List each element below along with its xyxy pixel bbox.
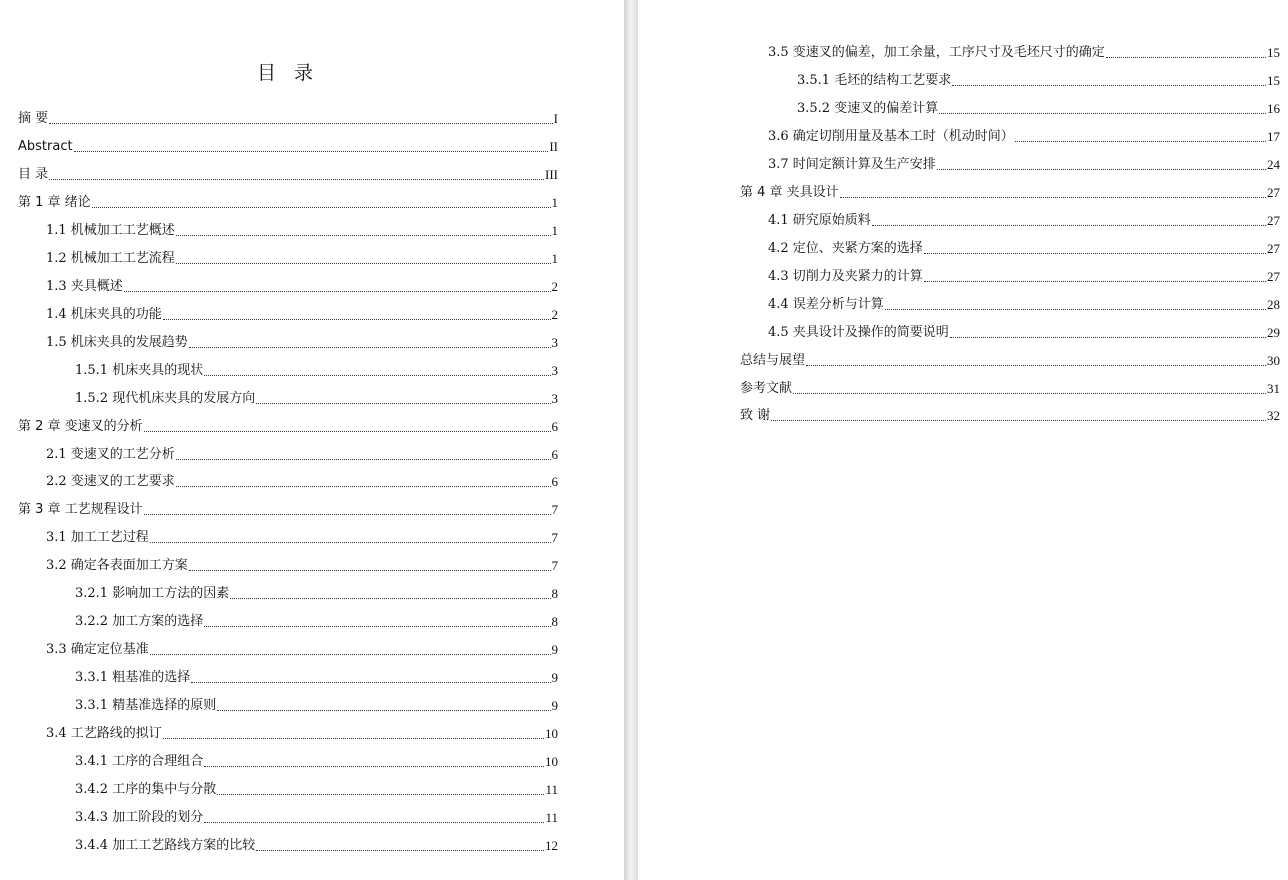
toc-entry-page: III: [545, 166, 558, 182]
toc-entry-label: 1.1 机械加工工艺概述: [46, 222, 175, 238]
toc-leader-dots: [1015, 140, 1266, 142]
toc-entry-label: 第 3 章 工艺规程设计: [18, 502, 143, 518]
toc-entry-label: 4.4 误差分析与计算: [768, 296, 884, 312]
toc-entry-label: 1.3 夹具概述: [46, 278, 123, 294]
toc-entry-label: 3.1 加工工艺过程: [46, 530, 149, 546]
toc-entry-label: 3.2.1 影响加工方法的因素: [75, 586, 230, 602]
toc-entry[interactable]: [740, 156, 1280, 174]
toc-leader-dots: [256, 849, 544, 851]
toc-leader-dots: [217, 709, 550, 711]
toc-leader-dots: [163, 737, 544, 739]
toc-entry-page: 2: [551, 278, 558, 294]
toc-leader-dots: [163, 318, 551, 320]
toc-entry-page: 24: [1267, 156, 1280, 172]
toc-entry-label: 参考文献: [740, 380, 793, 396]
toc-title: 目 录: [256, 62, 320, 84]
toc-leader-dots: [189, 569, 551, 571]
toc-entry-page: 7: [551, 530, 558, 546]
toc-entry-page: 1: [551, 194, 558, 210]
toc-entry-label: 3.5.2 变速叉的偏差计算: [797, 100, 939, 116]
toc-entry-page: 27: [1267, 268, 1280, 284]
toc-entry[interactable]: [740, 407, 1280, 425]
toc-entry-label: 3.2 确定各表面加工方案: [46, 558, 188, 574]
page-gutter: [624, 0, 638, 880]
toc-entry-label: 3.5.1 毛坯的结构工艺要求: [797, 72, 952, 88]
toc-entry[interactable]: [18, 362, 558, 380]
toc-entry-page: 9: [551, 670, 558, 686]
toc-entry[interactable]: [740, 240, 1280, 258]
toc-entry-label: 3.4.1 工序的合理组合: [75, 754, 204, 770]
toc-entry[interactable]: [18, 306, 558, 324]
toc-entry[interactable]: [18, 222, 558, 240]
toc-entry-page: 2: [551, 306, 558, 322]
toc-entry-page: 8: [551, 614, 558, 630]
left-page: [0, 0, 624, 880]
toc-leader-dots: [950, 336, 1266, 338]
toc-entry-page: 27: [1267, 240, 1280, 256]
toc-leader-dots: [150, 541, 551, 543]
toc-leader-dots: [176, 458, 551, 460]
toc-entry-page: 11: [545, 782, 558, 798]
toc-leader-dots: [939, 112, 1266, 114]
toc-entry[interactable]: [18, 669, 558, 687]
toc-entry[interactable]: [18, 725, 558, 743]
toc-leader-dots: [144, 430, 551, 432]
toc-entry-page: 6: [551, 474, 558, 490]
toc-entry-page: 31: [1267, 380, 1280, 396]
toc-entry-label: 1.2 机械加工工艺流程: [46, 250, 175, 266]
toc-entry-label: 1.4 机床夹具的功能: [46, 306, 162, 322]
toc-entry-page: 27: [1267, 212, 1280, 228]
toc-leader-dots: [176, 485, 551, 487]
toc-entry-page: 1: [551, 222, 558, 238]
toc-entry[interactable]: [18, 138, 558, 156]
toc-entry-label: 1.5 机床夹具的发展趋势: [46, 334, 188, 350]
toc-entry[interactable]: [18, 166, 558, 184]
toc-leader-dots: [952, 84, 1266, 86]
toc-entry[interactable]: [18, 781, 558, 799]
toc-leader-dots: [806, 364, 1266, 366]
toc-leader-dots: [74, 150, 549, 152]
toc-entry-page: 3: [551, 362, 558, 378]
toc-entry-label: 4.3 切削力及夹紧力的计算: [768, 268, 923, 284]
toc-entry-page: 15: [1267, 72, 1280, 88]
toc-entry-page: 16: [1267, 100, 1280, 116]
toc-entry-page: 29: [1267, 324, 1280, 340]
toc-entry-page: 3: [551, 390, 558, 406]
toc-entry[interactable]: [18, 473, 558, 491]
toc-entry-page: I: [553, 111, 558, 126]
toc-entry-page: 32: [1267, 408, 1280, 424]
toc-entry-label: 第 1 章 绪论: [18, 194, 91, 210]
toc-entry[interactable]: [18, 446, 558, 464]
toc-entry[interactable]: [18, 613, 558, 631]
toc-entry-label: 4.5 夹具设计及操作的简要说明: [768, 324, 949, 340]
toc-entry-label: 目 录: [18, 166, 49, 182]
toc-entry-page: 27: [1267, 184, 1280, 200]
toc-entry-label: 2.1 变速叉的工艺分析: [46, 446, 175, 462]
toc-entry[interactable]: [18, 390, 558, 408]
toc-entry-label: 3.2.2 加工方案的选择: [75, 614, 204, 630]
toc-leader-dots: [144, 513, 551, 515]
toc-entry-label: 3.7 时间定额计算及生产安排: [768, 156, 936, 172]
toc-entry-page: 6: [551, 418, 558, 434]
toc-entry[interactable]: [740, 212, 1280, 230]
toc-entry[interactable]: [18, 110, 558, 128]
toc-entry-label: 第 4 章 夹具设计: [740, 184, 839, 200]
toc-entry-page: II: [549, 138, 558, 154]
toc-entry[interactable]: [18, 194, 558, 212]
toc-entry-label: 3.3.1 精基准选择的原则: [75, 698, 217, 714]
toc-entry-label: 4.2 定位、夹紧方案的选择: [768, 240, 923, 256]
toc-leader-dots: [204, 374, 550, 376]
toc-entry-page: 11: [545, 810, 558, 825]
toc-entry-page: 8: [551, 586, 558, 602]
toc-leader-dots: [1106, 56, 1266, 58]
toc-entry[interactable]: [18, 753, 558, 771]
toc-entry[interactable]: [740, 128, 1280, 146]
toc-entry-label: 1.5.2 现代机床夹具的发展方向: [75, 390, 256, 406]
toc-entry-page: 7: [551, 502, 558, 518]
toc-entry[interactable]: [740, 324, 1280, 342]
toc-leader-dots: [885, 308, 1266, 310]
toc-entry[interactable]: [18, 557, 558, 575]
toc-entry[interactable]: [18, 418, 558, 436]
toc-leader-dots: [840, 196, 1266, 198]
toc-entry[interactable]: [740, 352, 1280, 370]
toc-leader-dots: [176, 262, 551, 264]
toc-leader-dots: [191, 681, 550, 683]
toc-entry-label: 摘 要: [18, 111, 49, 126]
toc-entry[interactable]: [18, 641, 558, 659]
toc-entry[interactable]: [18, 278, 558, 296]
toc-entry[interactable]: [740, 72, 1280, 90]
toc-leader-dots: [937, 168, 1266, 170]
toc-entry-label: 1.5.1 机床夹具的现状: [75, 362, 204, 378]
toc-entry[interactable]: [18, 334, 558, 352]
toc-leader-dots: [49, 178, 544, 180]
toc-entry-page: 6: [551, 446, 558, 462]
toc-entry-page: 9: [551, 698, 558, 714]
toc-entry-label: Abstract: [18, 138, 73, 154]
toc-leader-dots: [924, 252, 1266, 254]
toc-entry-label: 4.1 研究原始质料: [768, 212, 871, 228]
toc-entry-page: 10: [545, 726, 558, 742]
toc-leader-dots: [49, 122, 553, 124]
right-page: [638, 0, 1288, 880]
toc-leader-dots: [124, 290, 551, 292]
toc-entry[interactable]: [18, 809, 558, 827]
toc-entry-page: 12: [545, 837, 558, 853]
toc-entry-label: 3.4.3 加工阶段的划分: [75, 810, 204, 825]
toc-entry-label: 3.4.2 工序的集中与分散: [75, 782, 217, 798]
toc-entry-label: 3.6 确定切削用量及基本工时（机动时间）: [768, 128, 1014, 144]
toc-entry-page: 17: [1267, 128, 1280, 144]
toc-leader-dots: [230, 597, 550, 599]
toc-leader-dots: [92, 206, 551, 208]
toc-entry[interactable]: [18, 697, 558, 715]
toc-entry-label: 3.4 工艺路线的拟订: [46, 726, 162, 742]
toc-leader-dots: [204, 625, 550, 627]
toc-entry-label: 总结与展望: [740, 352, 806, 368]
toc-leader-dots: [189, 346, 551, 348]
toc-leader-dots: [872, 224, 1266, 226]
toc-entry[interactable]: [740, 44, 1280, 62]
toc-entry-page: 7: [551, 558, 558, 574]
toc-entry[interactable]: [740, 184, 1280, 202]
toc-entry[interactable]: [740, 268, 1280, 286]
toc-entry-page: 15: [1267, 45, 1280, 60]
toc-entry-page: 9: [551, 642, 558, 658]
toc-entry-label: 3.4.4 加工工艺路线方案的比较: [75, 837, 256, 853]
toc-entry[interactable]: [740, 380, 1280, 398]
toc-entry[interactable]: [18, 250, 558, 268]
toc-entry[interactable]: [740, 296, 1280, 314]
toc-leader-dots: [793, 392, 1266, 394]
toc-entry[interactable]: [740, 100, 1280, 118]
toc-entry[interactable]: [18, 837, 558, 855]
toc-entry-page: 30: [1267, 352, 1280, 368]
toc-entry-label: 3.3.1 粗基准的选择: [75, 670, 191, 686]
toc-entry[interactable]: [18, 529, 558, 547]
toc-leader-dots: [256, 402, 550, 404]
toc-leader-dots: [150, 653, 551, 655]
toc-leader-dots: [204, 765, 544, 767]
toc-entry-label: 2.2 变速叉的工艺要求: [46, 474, 175, 490]
toc-leader-dots: [204, 821, 544, 823]
toc-entry[interactable]: [18, 585, 558, 603]
toc-entry[interactable]: [18, 501, 558, 519]
toc-entry-label: 3.5 变速叉的偏差，加工余量，工序尺寸及毛坯尺寸的确定: [768, 45, 1105, 60]
toc-entry-page: 3: [551, 334, 558, 350]
toc-leader-dots: [924, 280, 1266, 282]
toc-leader-dots: [176, 234, 551, 236]
toc-entry-page: 1: [551, 250, 558, 266]
toc-leader-dots: [217, 793, 544, 795]
toc-entry-label: 致 谢: [740, 408, 771, 424]
toc-entry-label: 3.3 确定定位基准: [46, 642, 149, 658]
toc-entry-label: 第 2 章 变速叉的分析: [18, 418, 143, 434]
toc-leader-dots: [771, 419, 1266, 421]
toc-entry-page: 28: [1267, 296, 1280, 312]
toc-entry-page: 10: [545, 754, 558, 770]
